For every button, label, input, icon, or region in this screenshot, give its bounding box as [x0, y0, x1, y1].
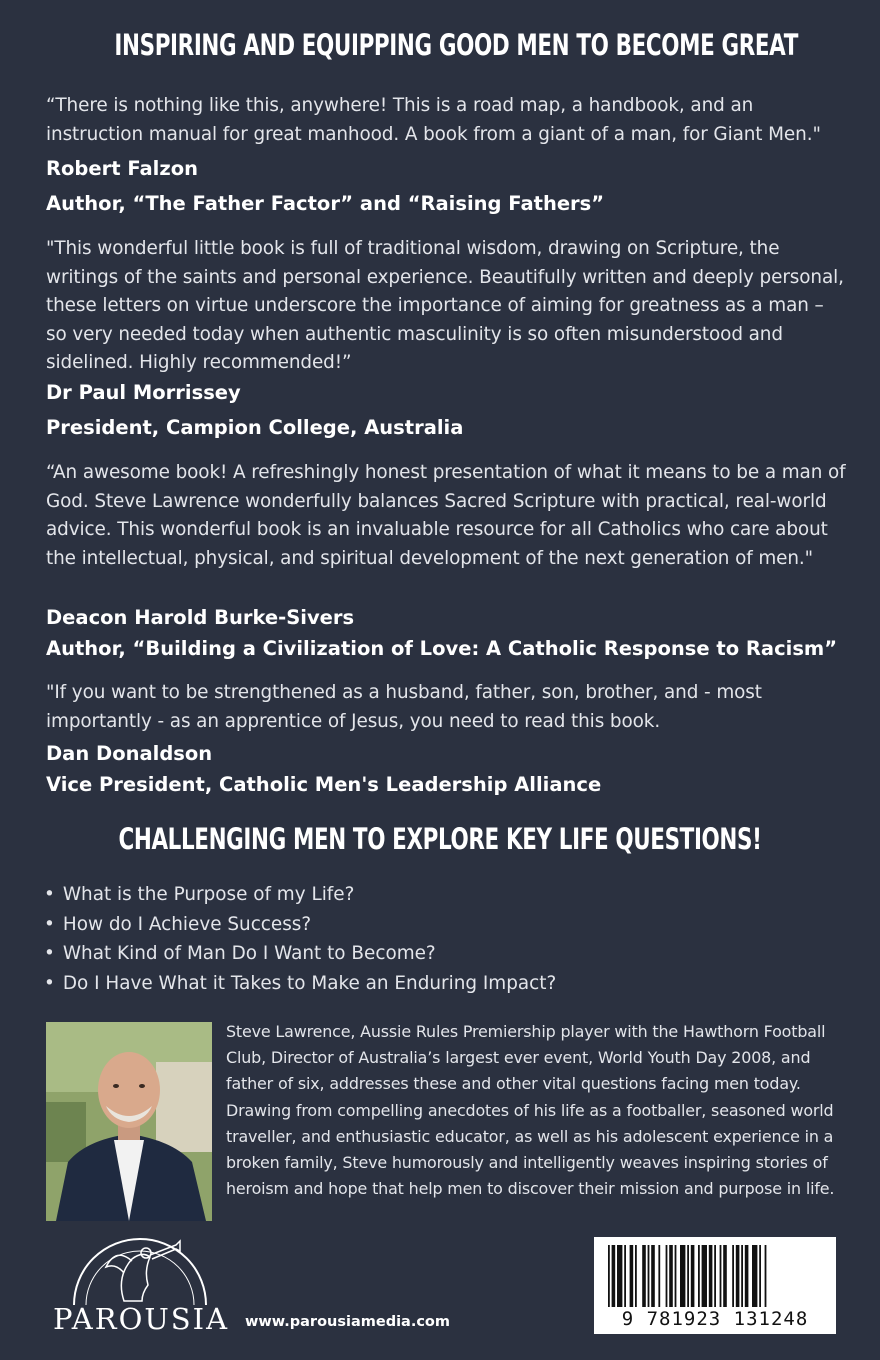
author-bio: Steve Lawrence, Aussie Rules Premiership player with the Hawthorn Football Club, Director of Australia’s largest ever event, World Youth Day 2008, and father of six, addresses these and other vital questions facing men today. Drawing from compelling anecdotes of his life as a footballer, seasoned world traveller, and enthusiastic educator, as well as his adolescent experience in a broken family, Steve humorously and intelligently weaves inspiring stories of heroism and hope that help men to discover their mission and purpose in life.	[226, 1022, 835, 1199]
endorsement-author: Robert Falzon	[46, 157, 198, 180]
list-item: • How do I Achieve Success?	[44, 910, 844, 940]
author-photo	[46, 1022, 212, 1221]
publisher-website: www.parousiamedia.com	[245, 1314, 451, 1330]
isbn-barcode	[594, 1237, 836, 1334]
endorsement-author-title: Author, “The Father Factor” and “Raising Fathers”	[46, 192, 605, 215]
endorsement-quote: "This wonderful little book is full of traditional wisdom, drawing on Scripture, the writings of the saints and personal experience. Beautifully written and deeply personal, these letters on virtue underscore the importance of aiming for greatness as a man – so very needed today when authentic masculinity is so often misunderstood and sidelined. Highly recommended!”	[46, 238, 844, 373]
list-item: • What Kind of Man Do I Want to Become?	[44, 939, 844, 969]
publisher-name: PAROUSIA	[52, 1302, 230, 1336]
list-item: • What is the Purpose of my Life?	[44, 880, 844, 910]
section-heading: CHALLENGING MEN TO EXPLORE KEY LIFE QUESTIONS!	[118, 822, 762, 856]
page-title: INSPIRING AND EQUIPPING GOOD MEN TO BECOME GREAT	[114, 28, 799, 62]
endorsement-author-title: President, Campion College, Australia	[46, 416, 464, 439]
publisher-logo	[46, 1237, 236, 1337]
angel-trumpet-icon	[46, 1237, 236, 1307]
endorsement-author: Dan Donaldson	[46, 742, 213, 765]
isbn-number: 9 781923 131248	[621, 1308, 809, 1330]
endorsement-quote: “There is nothing like this, anywhere! This is a road map, a handbook, and an instruction manual for great manhood. A book from a giant of a man, for Giant Men."	[46, 95, 821, 145]
author-photo-illustration	[46, 1022, 212, 1221]
endorsement-author-title: Vice President, Catholic Men's Leadership Alliance	[46, 773, 602, 796]
question-list	[44, 880, 844, 998]
endorsement-author: Dr Paul Morrissey	[46, 381, 241, 404]
barcode-bars	[594, 1237, 836, 1307]
endorsement-author: Deacon Harold Burke-Sivers	[46, 606, 355, 629]
endorsement-author-title: Author, “Building a Civilization of Love: A Catholic Response to Racism”	[46, 637, 838, 660]
endorsement-quote: "If you want to be strengthened as a husband, father, son, brother, and - most importantly - as an apprentice of Jesus, you need to read this book.	[46, 682, 762, 732]
endorsement-quote: “An awesome book! A refreshingly honest presentation of what it means to be a man of God. Steve Lawrence wonderfully balances Sacred Scripture with practical, real-world advice. This wonderful book is an invaluable resource for all Catholics who care about the intellectual, physical, and spiritual development of the next generation of men."	[46, 462, 846, 569]
list-item: • Do I Have What it Takes to Make an Enduring Impact?	[44, 969, 844, 999]
